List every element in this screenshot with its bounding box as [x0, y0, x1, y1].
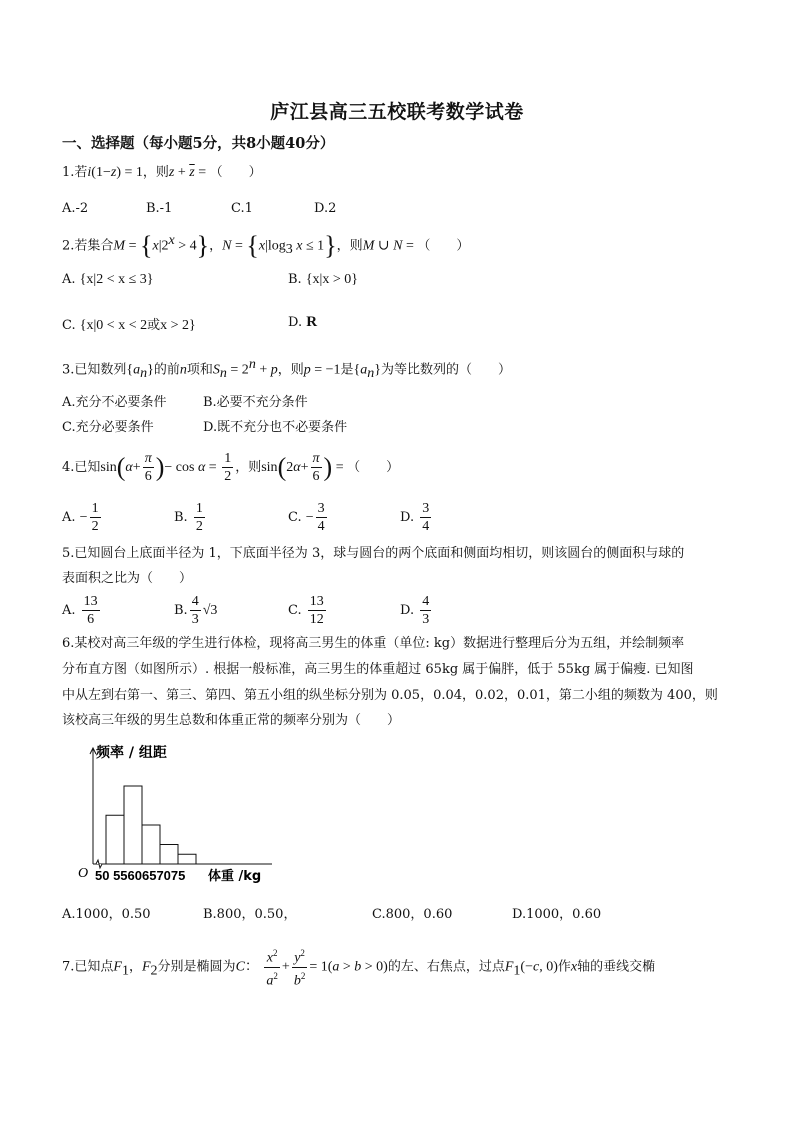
question-6-line-4: 该校高三年级的男生总数和体重正常的频率分别为（ ） — [62, 713, 401, 728]
q4-option-b[interactable]: B. $\frac{1}{2}$ — [174, 501, 203, 534]
q4-option-a[interactable]: A. − $\frac{1}{2}$ — [62, 501, 99, 534]
chart-x-label: 体重 /kg — [208, 869, 262, 884]
exam-title: 庐江县高三五校联考数学试卷 — [270, 101, 524, 123]
question-7: 7.已知点$F_1$，$F_2$分别是椭圆为C： $\frac{x^2}{a^2}$ + $\frac{y^2}{b^2}$ = 1(a > b > 0)的左、右焦点，过点$F_1(-c$, 0)作x轴的垂线交椭 — [62, 945, 655, 989]
q1-option-d[interactable]: D.2 — [314, 201, 337, 216]
histogram-bar-5 — [178, 854, 196, 864]
q1-option-a[interactable]: A.-2 — [62, 201, 89, 216]
q6-option-c[interactable]: C.800，0.60 — [372, 907, 453, 922]
q1-option-c[interactable]: C.1 — [231, 201, 253, 216]
q6-option-b[interactable]: B.800，0.50， — [203, 907, 297, 922]
section-heading: 一、选择题（每小题5分，共8小题40分） — [62, 135, 335, 152]
question-6-line-2: 分布直方图（如图所示）. 根据一般标准，高三男生的体重超过 65kg 属于偏胖，低于 55kg 属于偏瘦. 已知图 — [62, 662, 694, 677]
histogram-bar-2 — [124, 786, 142, 864]
q6-option-d[interactable]: D.1000，0.60 — [512, 907, 602, 922]
question-5-line-1: 5.已知圆台上底面半径为 1，下底面半径为 3，球与圆台的两个底面和侧面均相切，则该圆台的侧面积与球的 — [62, 546, 685, 561]
q4-option-c[interactable]: C. − $\frac{3}{4}$ — [288, 501, 325, 534]
histogram-bar-3 — [142, 825, 160, 864]
question-3: 3.已知数列$\{a_n\}$的前n项和$S_n = 2^n + p$，则p = −1是$\{a_n\}$为等比数列的（ ） — [62, 357, 512, 381]
q2-option-d[interactable]: D. R — [288, 314, 318, 330]
chart-y-label: 频率 / 组距 — [96, 745, 167, 761]
histogram-chart — [76, 740, 286, 890]
q5-option-d[interactable]: D. $\frac{4}{3}$ — [400, 594, 430, 627]
question-4: 4.已知sin(α+ $\frac{\pi}{6}$ )− cos α = $\frac{1}{2}$ ，则sin(2α+ $\frac{\pi}{6}$ ) = （ ） — [62, 451, 400, 484]
q4-option-d[interactable]: D. $\frac{3}{4}$ — [400, 501, 430, 534]
question-1: 1.若i(1−z) = 1，则$z + \overline{z}$ = （ ） — [62, 165, 262, 180]
q5-option-c[interactable]: C. $\frac{13}{12}$ — [288, 594, 324, 627]
chart-origin-label: O — [78, 866, 89, 881]
question-5-line-2: 表面积之比为（ ） — [62, 571, 193, 586]
chart-x-tick-labels: 50 5560657075 — [95, 868, 186, 883]
q3-option-a[interactable]: A.充分不必要条件 — [62, 395, 167, 410]
question-6-line-3: 中从左到右第一、第三、第四、第五小组的纵坐标分别为 0.05，0.04，0.02，0.01，第二小组的频数为 400，则 — [62, 688, 718, 703]
q5-option-a[interactable]: A. $\frac{13}{6}$ — [62, 594, 98, 627]
q3-option-b[interactable]: B.必要不充分条件 — [203, 395, 308, 410]
q3-option-d[interactable]: D.既不充分也不必要条件 — [203, 420, 348, 435]
q2-option-b[interactable]: B. {x|x > 0} — [288, 272, 358, 287]
q2-option-c[interactable]: C. {x|0 < x < 2或x > 2} — [62, 318, 196, 333]
histogram-bar-1 — [106, 815, 124, 864]
question-2: 2.若集合$M = \{x|2^x > 4\}$，$N = \{x|\log_3$ x ≤ 1}，则M ∪ N = （ ） — [62, 230, 470, 260]
q3-option-c[interactable]: C.充分必要条件 — [62, 420, 154, 435]
q1-option-b[interactable]: B.-1 — [146, 201, 173, 216]
question-6-line-1: 6.某校对高三年级的学生进行体检，现将高三男生的体重（单位: kg）数据进行整理后分为五组，并绘制频率 — [62, 636, 685, 651]
q6-option-a[interactable]: A.1000，0.50 — [62, 907, 151, 922]
q5-option-b[interactable]: B. $\frac{4}{3}$ √3 — [174, 594, 218, 627]
q2-option-a[interactable]: A. {x|2 < x ≤ 3} — [62, 272, 154, 287]
histogram-bar-4 — [160, 845, 178, 865]
chart-x-axis-break — [96, 860, 102, 868]
histogram-bars — [106, 786, 196, 864]
